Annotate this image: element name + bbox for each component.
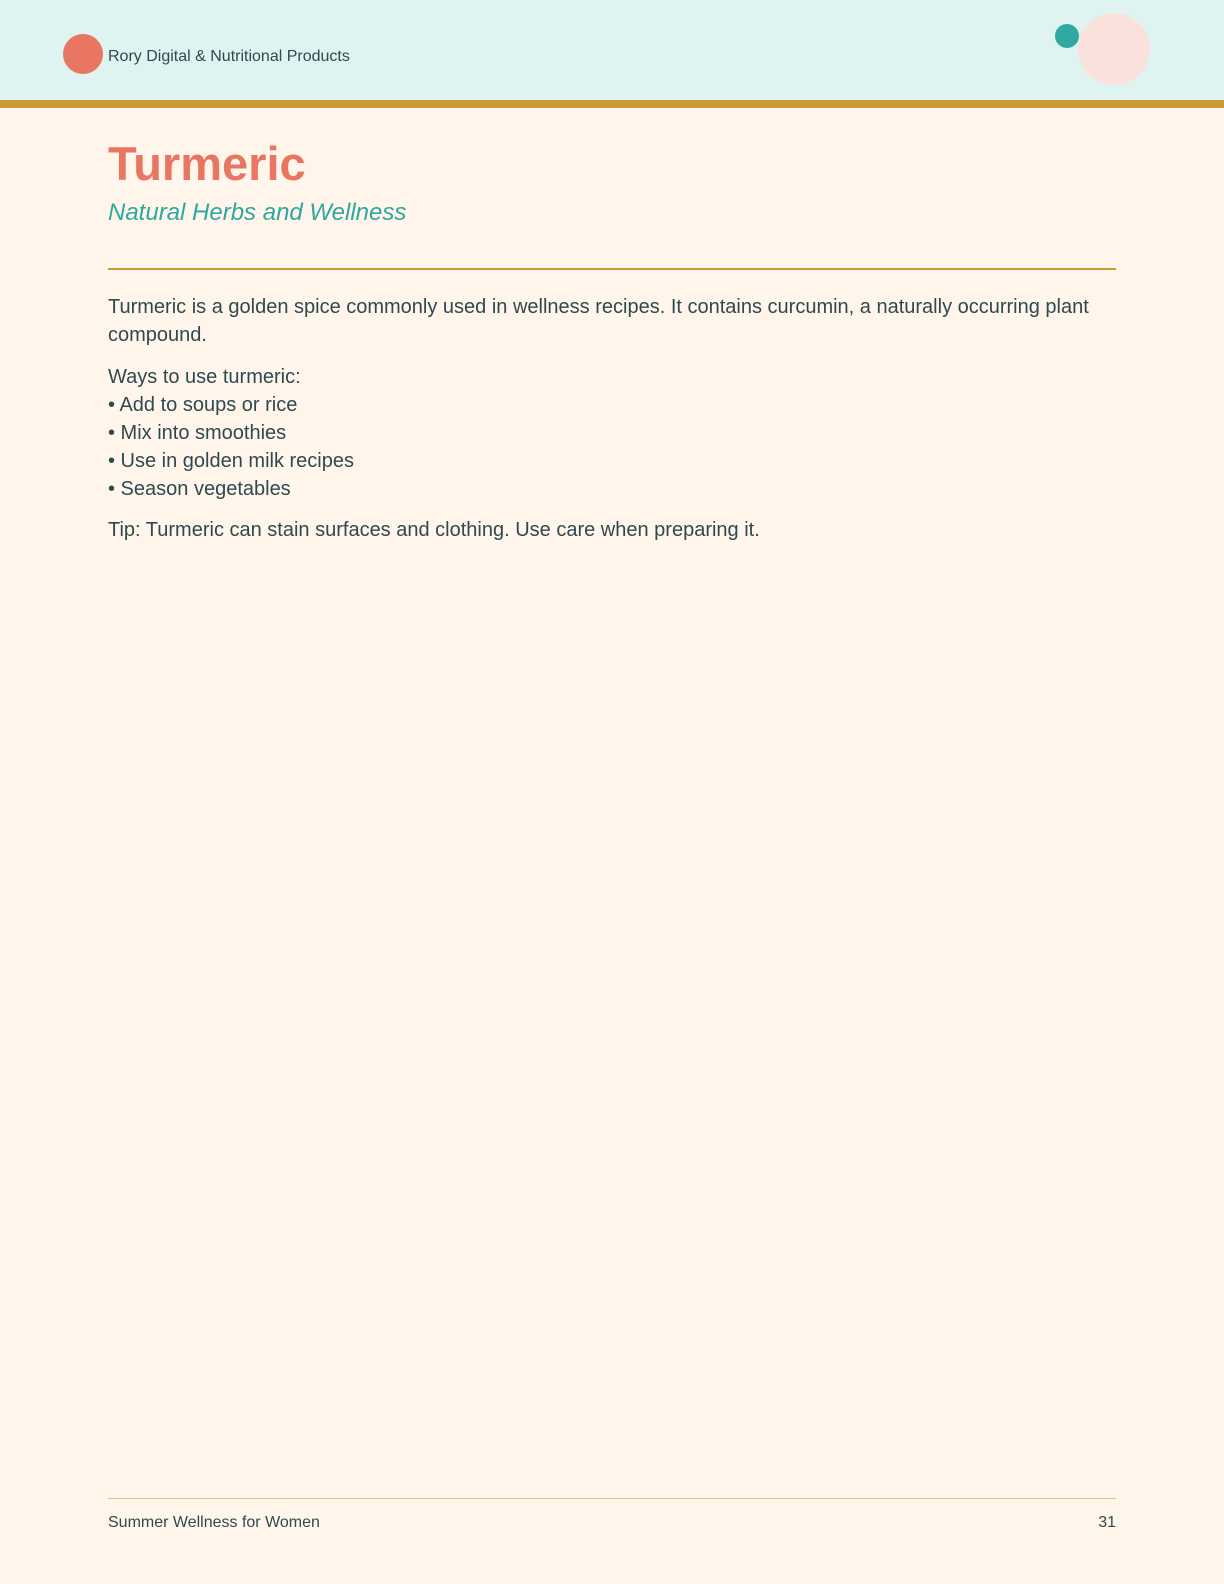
footer-publication-title: Summer Wellness for Women <box>108 1514 320 1531</box>
page-header <box>0 0 1224 100</box>
header-divider <box>0 100 1224 108</box>
ways-list <box>108 391 1116 503</box>
page-subtitle: Natural Herbs and Wellness <box>108 199 407 226</box>
brand-name: Rory Digital & Nutritional Products <box>108 48 350 65</box>
ways-heading: Ways to use turmeric: <box>108 366 301 388</box>
page-title: Turmeric <box>108 137 306 190</box>
footer-divider <box>108 1498 1116 1499</box>
decorative-circle-large <box>1078 13 1150 85</box>
list-item: • Use in golden milk recipes <box>108 450 354 472</box>
page-number: 31 <box>1098 1514 1116 1531</box>
decorative-circle-small <box>1055 24 1079 48</box>
title-divider <box>108 268 1116 270</box>
list-item: • Mix into smoothies <box>108 422 287 444</box>
brand-logo-dot <box>63 34 103 74</box>
list-item: • Add to soups or rice <box>108 394 298 416</box>
tip-paragraph: Tip: Turmeric can stain surfaces and clothing. Use care when preparing it. <box>108 519 760 541</box>
intro-paragraph: Turmeric is a golden spice commonly used in wellness recipes. It contains curcumin, a naturally occurring plant compound. <box>108 296 1089 346</box>
main-content <box>108 136 1116 544</box>
list-item: • Season vegetables <box>108 478 291 500</box>
